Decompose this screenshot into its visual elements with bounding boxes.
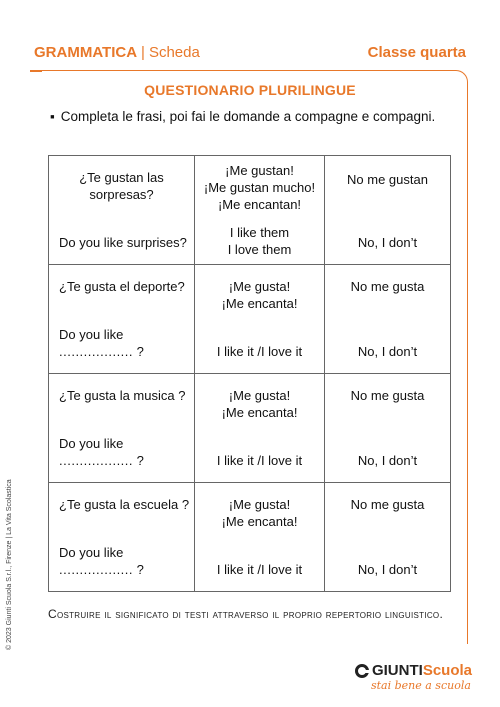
logo-brand-1: GIUNTI	[371, 662, 423, 679]
negative-answer-cell	[325, 374, 451, 483]
questionnaire-table	[48, 155, 451, 592]
positive-es-line: ¡Me gusta!	[228, 279, 291, 294]
question-en	[49, 435, 194, 469]
question-es: ¿Te gusta el deporte?	[59, 279, 185, 294]
question-mark: ?	[136, 344, 144, 359]
positive-answer-cell	[195, 374, 325, 483]
question-mark: ?	[136, 453, 144, 468]
table-row	[49, 374, 451, 483]
question-en-prefix: Do you like	[59, 327, 124, 342]
negative-en: No, I don’t	[357, 235, 418, 250]
question-en: Do you like surprises?	[59, 235, 187, 250]
learning-objective: Costruire il significato di testi attraverso il proprio repertorio linguistico.	[48, 607, 444, 621]
page-title: QUESTIONARIO PLURILINGUE	[144, 82, 356, 98]
positive-es-line: ¡Me encanta!	[221, 514, 298, 529]
question-cell	[49, 265, 195, 374]
positive-answer-cell	[195, 483, 325, 592]
question-es-line: ¿Te gustan las	[79, 170, 164, 185]
instruction-text: Completa le frasi, poi fai le domande a compagne e compagni.	[60, 109, 436, 124]
question-es: ¿Te gusta la escuela ?	[59, 497, 190, 512]
question-es-line: sorpresas?	[89, 187, 154, 202]
header-left	[34, 44, 200, 61]
question-cell	[49, 483, 195, 592]
negative-answer-cell	[325, 156, 451, 265]
header-separator: |	[141, 44, 145, 61]
positive-es	[195, 387, 324, 421]
positive-es-line: ¡Me gusta!	[228, 388, 291, 403]
negative-en: No, I don’t	[357, 344, 418, 359]
positive-es	[195, 496, 324, 530]
logo-brand-2: Scuola	[422, 662, 472, 679]
positive-en: I like it /I love it	[216, 453, 303, 468]
negative-answer-cell	[325, 265, 451, 374]
positive-es	[195, 162, 324, 213]
table-row	[49, 156, 451, 265]
positive-en	[195, 224, 324, 258]
question-mark: ?	[136, 562, 144, 577]
positive-es	[195, 278, 324, 312]
logo-tagline: stai bene a scuola	[370, 679, 471, 692]
negative-en: No, I don’t	[357, 562, 418, 577]
negative-en: No, I don’t	[357, 453, 418, 468]
instruction	[50, 109, 435, 124]
negative-es: No me gusta	[350, 388, 425, 403]
positive-en: I like it /I love it	[216, 344, 303, 359]
frame-top-line	[30, 70, 42, 72]
answer-blank[interactable]: ..................	[59, 453, 134, 468]
bullet-icon: ▪	[50, 109, 55, 124]
section-label: Scheda	[148, 44, 200, 61]
positive-en-line: I love them	[227, 242, 292, 257]
logo-wordmark	[355, 662, 472, 679]
positive-es-line: ¡Me encanta!	[221, 405, 298, 420]
question-en-prefix: Do you like	[59, 545, 124, 560]
question-en-prefix: Do you like	[59, 436, 124, 451]
negative-answer-cell	[325, 483, 451, 592]
question-en	[49, 544, 194, 578]
grade-label: Classe quarta	[367, 44, 466, 61]
copyright-notice: © 2023 Giunti Scuola S.r.l., Firenze | La Vita Scolastica	[6, 479, 13, 650]
positive-es-line: ¡Me gusta!	[228, 497, 291, 512]
subject-label: GRAMMATICA	[34, 44, 138, 61]
answer-blank[interactable]: ..................	[59, 344, 134, 359]
negative-es: No me gusta	[350, 279, 425, 294]
question-es: ¿Te gusta la musica ?	[59, 388, 186, 403]
positive-es-line: ¡Me encantan!	[217, 197, 302, 212]
answer-blank[interactable]: ..................	[59, 562, 134, 577]
question-es	[49, 169, 194, 203]
negative-es: No me gustan	[347, 172, 428, 187]
positive-answer-cell	[195, 265, 325, 374]
negative-es: No me gusta	[350, 497, 425, 512]
positive-en-line: I like them	[229, 225, 290, 240]
publisher-logo	[355, 662, 472, 692]
question-en	[49, 326, 194, 360]
table-row	[49, 265, 451, 374]
question-cell	[49, 156, 195, 265]
positive-answer-cell	[195, 156, 325, 265]
positive-es-line: ¡Me gustan!	[225, 163, 294, 178]
giunti-g-icon	[355, 664, 369, 678]
positive-en: I like it /I love it	[216, 562, 303, 577]
table-row	[49, 483, 451, 592]
question-cell	[49, 374, 195, 483]
positive-es-line: ¡Me encanta!	[221, 296, 298, 311]
positive-es-line: ¡Me gustan mucho!	[203, 180, 316, 195]
